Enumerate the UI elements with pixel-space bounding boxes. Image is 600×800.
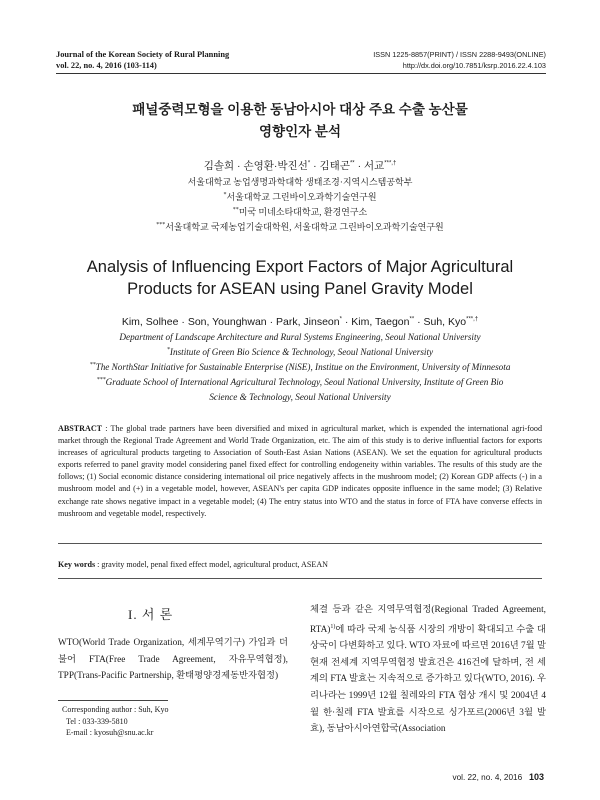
english-affiliation-1 [0,347,600,357]
korean-affiliation-3 [0,220,600,233]
author-separator: · [417,316,421,328]
author-3-mark: * [307,160,311,167]
english-title-line1: Analysis of Influencing Export Factors of Major Agricultural [86,258,514,276]
abstract-text: : The global trade partners have been diversified and mixed in agricultural market, which is expended the international agri-food market through the Regional Trade Agreement and World Trade Organization, etc. The aim of this study is to derive influential factors for exports increases of agricultural products targeting to Association of South-East Asian Nations (ASEAN). We set the equation for agricultural products exports referred to panel gravity model considering panel fixed effect for controlling endogeneity within variables. The results of this study are the follows; (1) Social economic distance considering international oil price negatively affects in the mushroom model; (2) Korean GDP affects (-) in a mushroom model and (+) in a vegetable model, however, ASEAN's per capita GDP indicates opposite influence in the same model; (3) Relative exchange rate shows negative impact in a vegetable model; (4) The entry status into WTO and the status in force of FTA have converse effects in mushroom and vegetable model, respectively. [58,424,542,518]
affiliation-mark: ** [232,207,239,213]
korean-authors [0,158,600,173]
author-5-mark: ***,† [384,160,397,167]
author-2: 손영환 [243,160,274,172]
author-separator: · [273,160,278,172]
affiliation-mark: * [223,192,227,198]
footnote-divider [58,700,168,701]
affiliation-text: 서울대학교 국제농업기술대학원, 서울대학교 그린바이오과학기술연구원 [165,222,444,232]
korean-title-line2: 영향인자 분석 [259,124,341,139]
body-right-column [310,602,546,738]
korean-affiliation-2 [0,205,600,218]
body-left-column: WTO(World Trade Organization, 세계무역기구) 가입과 더불어 FTA(Free Trade Agreement, 자유무역협정), TPP(Trans-Pacific Partnership, 환태평양경제동반자협정) [58,638,288,682]
english-authors [0,316,600,328]
author-2: Son, Younghwan [187,316,267,328]
affiliation-text: Institute of Green Bio Science & Technology, Seoul National University [169,347,434,358]
section-title: I. 서 론 [128,607,174,622]
author-1: Kim, Solhee [121,316,179,328]
author-4-mark: ** [349,160,355,167]
author-separator: · [181,316,185,328]
body-text: 체결 등과 같은 지역무역협정(Regional Traded Agreement, RTA) [310,605,546,635]
author-3: 박진선 [277,160,308,172]
abstract-divider [58,543,542,544]
english-affiliation-3 [0,377,600,387]
corresponding-author-footnote [62,704,168,739]
english-affiliation-0: Department of Landscape Architecture and Rural Systems Engineering, Seoul National University [119,332,481,342]
author-separator: · [357,160,362,172]
footnote-ref[interactable]: 1) [330,623,336,630]
journal-name: Journal of the Korean Society of Rural Planning [56,50,230,59]
keywords [58,560,542,569]
affiliation-mark: * [166,347,170,353]
keywords-divider [58,578,542,579]
korean-affiliation-1 [0,190,600,203]
header-divider [56,73,546,74]
english-affiliation-2 [0,362,600,372]
affiliation-mark: *** [156,222,166,228]
author-3: Park, Jinseon [275,316,340,328]
doi-link[interactable]: http://dx.doi.org/10.7851/ksrp.2016.22.4.103 [402,61,546,70]
affiliation-text: 미국 미네소타대학교, 환경연구소 [238,207,368,217]
affiliation-text: Graduate School of International Agricultural Technology, Seoul National University, Institute of Green Bio [105,377,504,388]
author-email[interactable]: E-mail : kyosuh@snu.ac.kr [66,728,154,737]
page-footer [452,772,544,782]
abstract [58,423,542,520]
page-number: 103 [528,772,544,782]
english-title-line2: Products for ASEAN using Panel Gravity Model [127,280,473,298]
author-5-mark: ***,† [466,316,479,323]
issn: ISSN 1225-8857(PRINT) / ISSN 2288-9493(ONLINE) [373,50,546,59]
journal-volume: vol. 22, no. 4, 2016 (103-114) [56,61,157,70]
corresponding-author: Corresponding author : Suh, Kyo [62,705,169,714]
footer-volume: vol. 22, no. 4, 2016 [452,773,523,782]
author-5: 서교 [363,160,385,172]
affiliation-mark: ** [89,362,96,368]
author-separator: · [269,316,274,328]
affiliation-mark: *** [96,377,106,383]
keywords-label: Key words [58,560,96,569]
english-affiliation-3-cont: Science & Technology, Seoul National University [209,392,391,402]
author-4-mark: ** [409,316,415,323]
author-4: 김태곤 [319,160,350,172]
author-separator: · [313,160,317,172]
keywords-text: : gravity model, penal fixed effect model, agricultural product, ASEAN [95,560,329,569]
affiliation-text: 서울대학교 그린바이오과학기술연구원 [226,192,377,202]
affiliation-text: The NorthStar Initiative for Sustainable Enterprise (NiSE), Institue on the Environment, University of Minnesota [95,362,511,373]
body-text: 에 따라 국제 농식품 시장의 개방이 확대되고 수출 대상국이 다변화하고 있다. WTO 자료에 따르면 2016년 7월 말 현재 전세계 지역무역협정 발효건은 416건에 달하며, 전 세계의 FTA 발효는 지속적으로 증가하고 있다(WTO, 2016). 우리나라는 1999년 12월 칠레와의 FTA 협상 개시 및 2004년 4월 한·칠레 FTA 발효를 시작으로 싱가포르(2006년 3월 발효), 동남아시아연합국(Association [310,624,546,735]
abstract-label: ABSTRACT [58,424,103,433]
author-1: 김솔희 [203,160,235,172]
author-5: Suh, Kyo [423,316,467,328]
korean-title-line1: 패널중력모형을 이용한 동남아시아 대상 주요 수출 농산물 [132,102,468,117]
korean-affiliation-0: 서울대학교 농업생명과학대학 생태조경·지역시스템공학부 [187,177,413,187]
author-separator: · [237,160,241,172]
author-4: Kim, Taegon [351,316,410,328]
author-separator: · [344,316,349,328]
author-3-mark: * [339,316,342,323]
author-tel: Tel : 033-339-5810 [66,716,128,726]
